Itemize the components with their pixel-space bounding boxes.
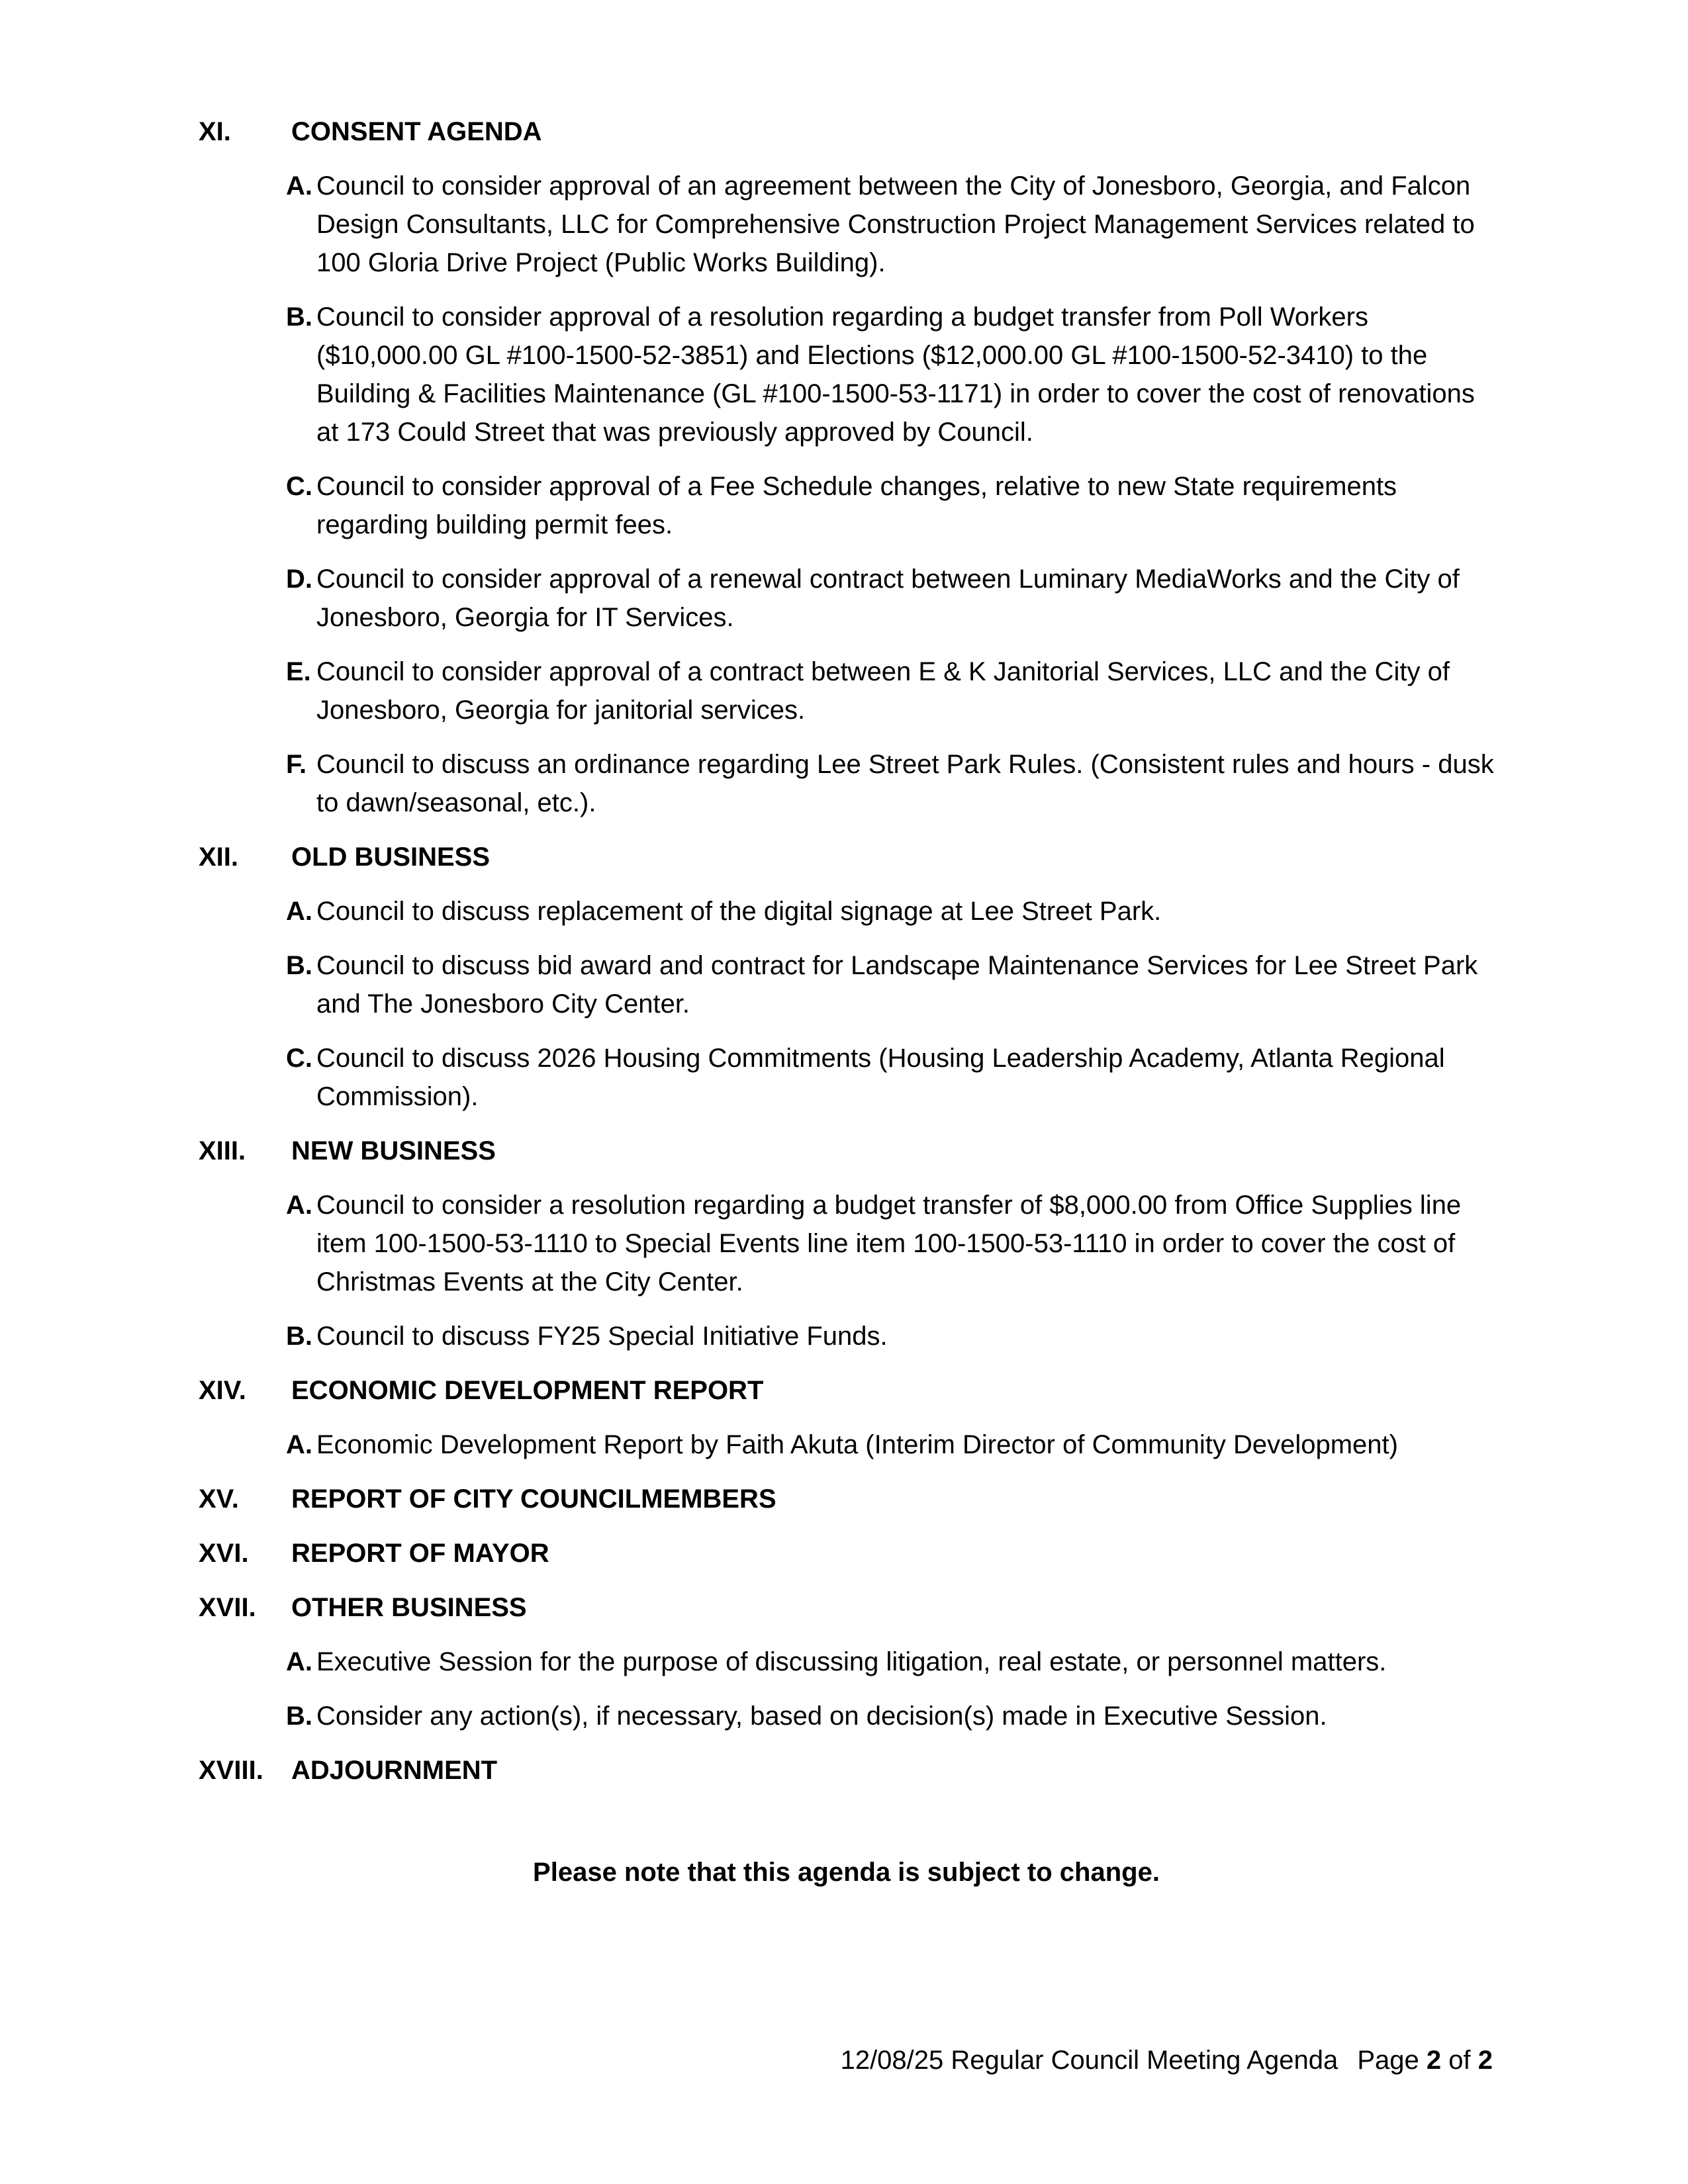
item-letter: B. bbox=[286, 1702, 312, 1731]
item-text: Economic Development Report by Faith Akuta (Interim Director of Community Development) bbox=[316, 1430, 1398, 1459]
section-heading-adjournment bbox=[199, 1751, 1494, 1790]
footer-total-pages: 2 bbox=[1477, 2046, 1493, 2075]
item-text: Council to consider approval of a resolution regarding a budget transfer from Poll Workers ($10,000.00 GL #100-1500-52-3851) and Elections ($12,000.00 GL #100-1500-52-3410) to the Building & Facilities Maintenance (GL #100-1500-53-1171) in order to cover the cost of renovations at 173 Could Street that was previously approved by Council. bbox=[316, 302, 1475, 447]
section-numeral: XIII. bbox=[199, 1136, 246, 1165]
agenda-item bbox=[286, 653, 1494, 729]
item-text: Executive Session for the purpose of discussing litigation, real estate, or personnel matters. bbox=[316, 1647, 1387, 1676]
section-numeral: XVIII. bbox=[199, 1756, 263, 1785]
footer-page-word: Page bbox=[1357, 2046, 1419, 2075]
section-title: CONSENT AGENDA bbox=[291, 117, 542, 146]
section-numeral: XV. bbox=[199, 1484, 239, 1514]
item-letter: A. bbox=[286, 1647, 312, 1676]
agenda-item bbox=[286, 298, 1494, 451]
section-numeral: XI. bbox=[199, 117, 231, 146]
page-footer bbox=[841, 2041, 1493, 2079]
item-text: Consider any action(s), if necessary, based on decision(s) made in Executive Session. bbox=[316, 1702, 1327, 1731]
agenda-content bbox=[199, 113, 1494, 1891]
section-title: ADJOURNMENT bbox=[291, 1756, 498, 1785]
agenda-item bbox=[286, 892, 1494, 931]
section-title: ECONOMIC DEVELOPMENT REPORT bbox=[291, 1376, 764, 1405]
agenda-item bbox=[286, 1426, 1494, 1464]
item-letter: B. bbox=[286, 1322, 312, 1351]
agenda-item bbox=[286, 560, 1494, 637]
item-letter: C. bbox=[286, 472, 312, 501]
section-numeral: XIV. bbox=[199, 1376, 246, 1405]
section-heading-other-business bbox=[199, 1588, 1494, 1627]
agenda-item bbox=[286, 1643, 1494, 1681]
footer-page-number: 2 bbox=[1426, 2046, 1442, 2075]
item-letter: E. bbox=[286, 657, 311, 686]
section-title: REPORT OF MAYOR bbox=[291, 1539, 549, 1568]
item-text: Council to consider approval of a renewal contract between Luminary MediaWorks and the City of Jonesboro, Georgia for IT Services. bbox=[316, 565, 1460, 632]
section-heading-new-business bbox=[199, 1132, 1494, 1170]
item-text: Council to discuss bid award and contract for Landscape Maintenance Services for Lee Street Park and The Jonesboro City Center. bbox=[316, 951, 1478, 1019]
item-letter: B. bbox=[286, 951, 312, 980]
section-title: OTHER BUSINESS bbox=[291, 1593, 527, 1622]
item-letter: D. bbox=[286, 565, 312, 594]
item-text: Council to discuss an ordinance regarding Lee Street Park Rules. (Consistent rules and hours - dusk to dawn/seasonal, etc.). bbox=[316, 750, 1494, 817]
footer-document-title: 12/08/25 Regular Council Meeting Agenda bbox=[840, 2046, 1338, 2075]
section-numeral: XVII. bbox=[199, 1593, 256, 1622]
agenda-item bbox=[286, 745, 1494, 822]
section-title: REPORT OF CITY COUNCILMEMBERS bbox=[291, 1484, 776, 1514]
item-letter: B. bbox=[286, 302, 312, 332]
agenda-item bbox=[286, 1697, 1494, 1735]
agenda-item bbox=[286, 1317, 1494, 1355]
section-heading-report-of-mayor bbox=[199, 1534, 1494, 1572]
item-letter: C. bbox=[286, 1044, 312, 1073]
item-letter: A. bbox=[286, 897, 312, 926]
item-letter: F. bbox=[286, 750, 307, 779]
agenda-item bbox=[286, 1039, 1494, 1116]
item-letter: A. bbox=[286, 1191, 312, 1220]
item-letter: A. bbox=[286, 1430, 312, 1459]
section-heading-report-of-city-councilmembers bbox=[199, 1480, 1494, 1518]
item-text: Council to consider approval of a contract between E & K Janitorial Services, LLC and the City of Jonesboro, Georgia for janitorial services. bbox=[316, 657, 1450, 725]
agenda-item bbox=[286, 946, 1494, 1023]
item-letter: A. bbox=[286, 171, 312, 201]
section-title: NEW BUSINESS bbox=[291, 1136, 496, 1165]
section-numeral: XVI. bbox=[199, 1539, 249, 1568]
item-text: Council to discuss 2026 Housing Commitments (Housing Leadership Academy, Atlanta Regional Commission). bbox=[316, 1044, 1445, 1111]
agenda-change-note: Please note that this agenda is subject to change. bbox=[533, 1858, 1160, 1887]
section-numeral: XII. bbox=[199, 842, 239, 872]
item-text: Council to consider approval of a Fee Schedule changes, relative to new State requirements regarding building permit fees. bbox=[316, 472, 1397, 539]
section-heading-consent-agenda bbox=[199, 113, 1494, 151]
agenda-item bbox=[286, 467, 1494, 544]
section-heading-old-business bbox=[199, 838, 1494, 876]
item-text: Council to consider a resolution regarding a budget transfer of $8,000.00 from Office Supplies line item 100-1500-53-1110 to Special Events line item 100-1500-53-1110 in order to cover the cost of Christmas Events at the City Center. bbox=[316, 1191, 1462, 1297]
agenda-item bbox=[286, 167, 1494, 282]
section-title: OLD BUSINESS bbox=[291, 842, 491, 872]
section-heading-economic-development-report bbox=[199, 1371, 1494, 1410]
item-text: Council to consider approval of an agreement between the City of Jonesboro, Georgia, and Falcon Design Consultants, LLC for Comprehensive Construction Project Management Services related to 100 Gloria Drive Project (Public Works Building). bbox=[316, 171, 1475, 277]
footer-of-word: of bbox=[1448, 2046, 1471, 2075]
item-text: Council to discuss replacement of the digital signage at Lee Street Park. bbox=[316, 897, 1162, 926]
item-text: Council to discuss FY25 Special Initiative Funds. bbox=[316, 1322, 888, 1351]
agenda-item bbox=[286, 1186, 1494, 1301]
